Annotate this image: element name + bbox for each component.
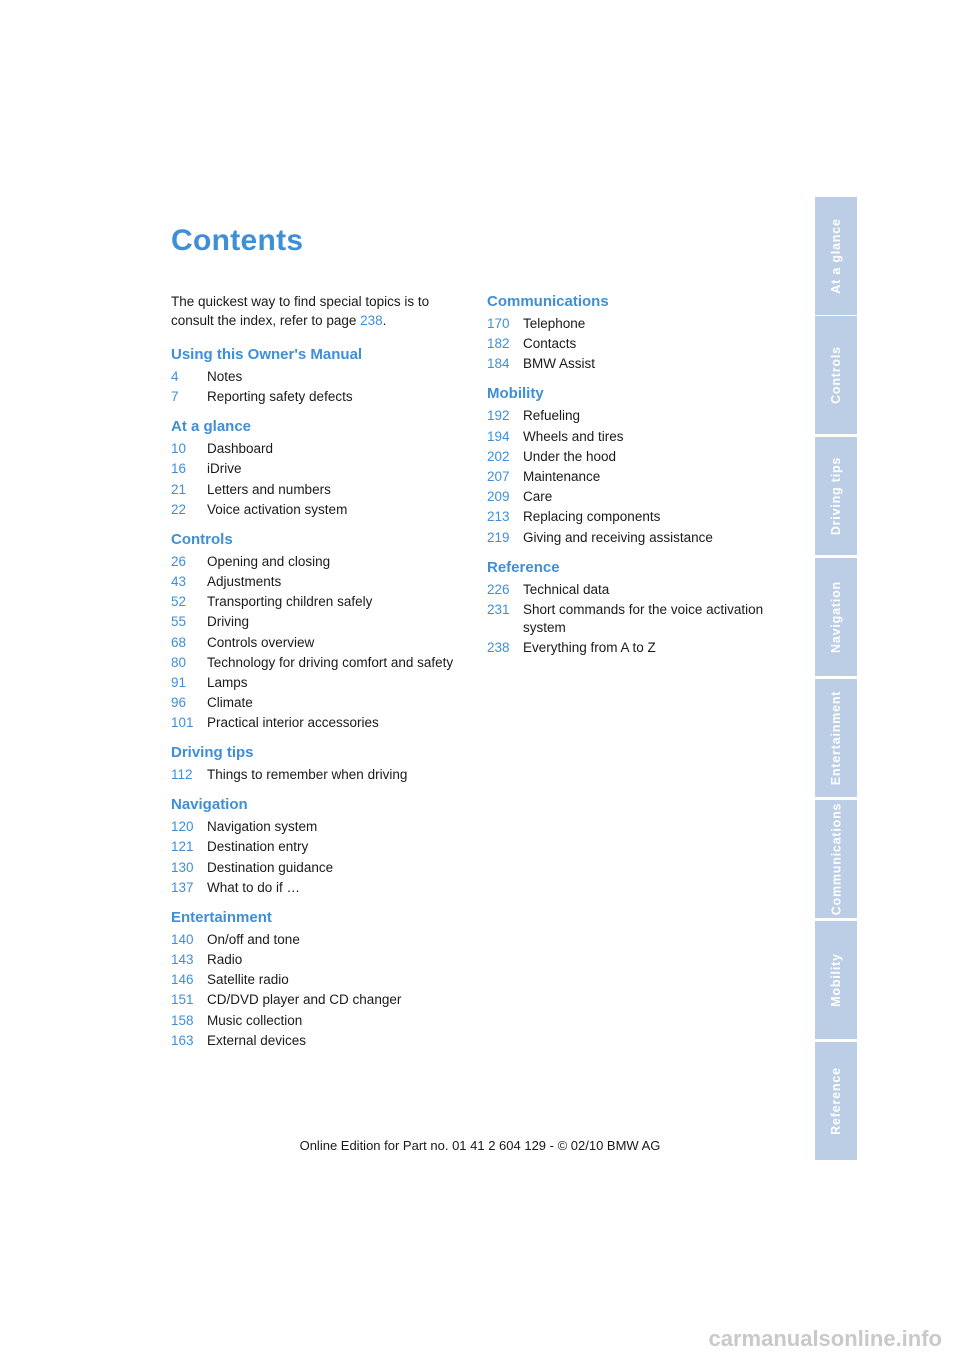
side-tab-label: At a glance: [829, 218, 843, 294]
side-tab[interactable]: [815, 558, 857, 676]
entry-label: Transporting children safely: [207, 594, 373, 610]
intro-end: .: [382, 313, 387, 328]
side-tabs: [815, 197, 857, 1160]
toc-entry[interactable]: [171, 573, 461, 591]
toc-entry[interactable]: [487, 448, 787, 466]
side-tab-label: Driving tips: [829, 456, 844, 536]
page-number-link[interactable]: 182: [487, 336, 510, 352]
entry-label: Wheels and tires: [523, 428, 624, 444]
toc-section: [487, 384, 787, 546]
entry-label: Controls overview: [207, 634, 315, 650]
toc-entry[interactable]: [171, 501, 461, 519]
page-number-link[interactable]: 194: [487, 428, 510, 444]
page-number-link[interactable]: 140: [171, 931, 194, 947]
toc-section: [171, 743, 461, 784]
toc-section: [171, 417, 461, 519]
toc-entry[interactable]: [171, 593, 461, 611]
entry-label: Driving: [207, 614, 250, 630]
entry-label: Reporting safety defects: [207, 389, 353, 405]
page-number-link[interactable]: 231: [487, 601, 510, 617]
toc-entry[interactable]: [171, 859, 461, 877]
section-title: Controls: [171, 530, 233, 548]
toc-entry[interactable]: [171, 368, 461, 386]
toc-entry[interactable]: [487, 428, 787, 446]
side-tab[interactable]: [815, 921, 857, 1039]
entry-label: Under the hood: [523, 448, 617, 464]
entry-label: External devices: [207, 1032, 307, 1048]
entry-label: Contacts: [523, 336, 577, 352]
intro-paragraph: [171, 292, 456, 330]
page-number-link[interactable]: 137: [171, 879, 194, 895]
toc-section: [487, 558, 787, 657]
side-tab[interactable]: [815, 679, 857, 797]
page-number-link[interactable]: 130: [171, 859, 194, 875]
entry-label: Refueling: [523, 408, 581, 424]
toc-entry[interactable]: [171, 460, 461, 478]
page-number-link[interactable]: 21: [171, 481, 187, 497]
entry-label: Voice activation system: [207, 501, 348, 517]
toc-entry[interactable]: [487, 335, 787, 353]
page-number-link[interactable]: 219: [487, 529, 510, 545]
page-number-link[interactable]: 43: [171, 573, 187, 589]
page-number-link[interactable]: 4: [171, 369, 179, 384]
page-number-link[interactable]: 192: [487, 408, 510, 424]
toc-entry[interactable]: [171, 634, 461, 652]
toc-section: [171, 795, 461, 897]
toc-entry[interactable]: [171, 931, 461, 949]
right-column: [487, 292, 787, 668]
side-tab-label: Mobility: [829, 953, 843, 1007]
toc-section: [171, 345, 461, 406]
section-title: Using this Owner's Manual: [171, 346, 363, 363]
intro-text: The quickest way to find special topics is to consult the index, refer to page: [171, 294, 430, 328]
page-number-link[interactable]: 112: [171, 767, 193, 783]
page-number-link[interactable]: 209: [487, 489, 510, 505]
entry-label: Practical interior accessories: [207, 715, 379, 731]
entry-label: Lamps: [207, 674, 248, 690]
side-tab-label: Entertainment: [829, 690, 844, 786]
page-number-link[interactable]: 121: [171, 839, 194, 855]
toc-entry[interactable]: [487, 315, 787, 333]
page-title: Contents: [171, 224, 304, 257]
side-tab[interactable]: [815, 316, 857, 434]
left-column: [171, 345, 461, 1061]
toc-entry[interactable]: [487, 639, 787, 657]
page-number-link[interactable]: 7: [171, 389, 179, 405]
toc-entry[interactable]: [487, 581, 787, 599]
page-number-link[interactable]: 26: [171, 553, 187, 569]
toc-entry[interactable]: [171, 440, 461, 458]
toc-entry[interactable]: [171, 553, 461, 571]
toc-entry[interactable]: [171, 818, 461, 836]
entry-label: Giving and receiving assistance: [523, 529, 713, 545]
page-number-link[interactable]: 68: [171, 634, 187, 650]
toc-entry[interactable]: [171, 694, 461, 712]
section-title: At a glance: [171, 418, 252, 436]
toc-entry[interactable]: [171, 674, 461, 692]
toc-entry[interactable]: [171, 971, 461, 989]
toc-entry[interactable]: [171, 1012, 461, 1030]
entry-label: Maintenance: [523, 468, 601, 484]
watermark: carmanualsonline.info: [708, 1326, 942, 1351]
section-title: Navigation: [171, 796, 248, 814]
page-number-link[interactable]: 22: [171, 501, 187, 517]
toc-entry[interactable]: [171, 879, 461, 897]
entry-label: CD/DVD player and CD changer: [207, 992, 402, 1008]
entry-label: Music collection: [207, 1012, 303, 1028]
page-number-link[interactable]: 55: [171, 614, 187, 630]
section-title: Entertainment: [171, 908, 272, 926]
entry-label: Climate: [207, 695, 253, 711]
entry-label: Dashboard: [207, 441, 274, 457]
entry-label: Care: [523, 489, 553, 505]
toc-entry[interactable]: [487, 601, 787, 637]
page-number-link[interactable]: 96: [171, 695, 187, 711]
side-tab[interactable]: [815, 197, 857, 315]
footer-text: Online Edition for Part no. 01 41 2 604 129 - © 02/10 BMW AG: [299, 1138, 661, 1153]
entry-label: On/off and tone: [207, 931, 300, 947]
entry-label: Navigation system: [207, 819, 318, 835]
entry-label: Destination entry: [207, 839, 309, 855]
side-tab[interactable]: [815, 800, 857, 918]
side-tab-label: Communications: [829, 802, 844, 916]
entry-label: Telephone: [523, 316, 586, 331]
page-number-link[interactable]: 163: [171, 1032, 194, 1048]
page-number-link[interactable]: 91: [171, 674, 187, 690]
page-number-link[interactable]: 207: [487, 468, 510, 484]
entry-label: Notes: [207, 369, 243, 384]
page-number-link[interactable]: 213: [487, 509, 510, 525]
page-number-link[interactable]: 10: [171, 441, 187, 457]
toc-entry[interactable]: [487, 488, 787, 506]
entry-label: Radio: [207, 952, 243, 967]
entry-label: Destination guidance: [207, 859, 334, 875]
toc-section: [171, 908, 461, 1050]
toc-entry[interactable]: [171, 951, 461, 969]
page-number-link[interactable]: 226: [487, 581, 510, 597]
section-title: Mobility: [487, 385, 544, 403]
entry-label: Everything from A to Z: [523, 639, 656, 655]
entry-label: Satellite radio: [207, 972, 289, 988]
toc-entry[interactable]: [171, 991, 461, 1009]
toc-entry[interactable]: [487, 407, 787, 425]
toc-entry[interactable]: [171, 388, 461, 406]
toc-entry[interactable]: [487, 508, 787, 526]
side-tab[interactable]: [815, 437, 857, 555]
toc-section: [171, 530, 461, 733]
page-number-link[interactable]: 151: [171, 992, 194, 1008]
toc-entry[interactable]: [171, 481, 461, 499]
entry-label: Letters and numbers: [207, 481, 331, 497]
toc-entry[interactable]: [487, 355, 787, 373]
toc-entry[interactable]: [171, 654, 461, 672]
entry-label: Opening and closing: [207, 553, 331, 569]
entry-label: BMW Assist: [523, 356, 596, 372]
page-number-link[interactable]: 52: [171, 594, 187, 610]
toc-entry[interactable]: [487, 529, 787, 547]
side-tab-label: Reference: [829, 1067, 843, 1135]
entry-label: Technology for driving comfort and safety: [207, 654, 454, 670]
entry-label: iDrive: [207, 461, 242, 477]
page-number-link[interactable]: 120: [171, 819, 194, 835]
side-tab-label: Navigation: [829, 581, 843, 653]
toc-entry[interactable]: [171, 766, 461, 784]
toc-entry[interactable]: [171, 1032, 461, 1050]
entry-label: Replacing components: [523, 509, 661, 525]
page-number-link[interactable]: 101: [171, 715, 194, 731]
page-number-link[interactable]: 238: [487, 639, 510, 655]
page-number-link[interactable]: 170: [487, 316, 510, 331]
toc-entry[interactable]: [171, 838, 461, 856]
toc-entry[interactable]: [487, 468, 787, 486]
toc-entry[interactable]: [171, 613, 461, 631]
page-number-link[interactable]: 202: [487, 448, 510, 464]
toc-section: [487, 292, 787, 373]
section-title: Driving tips: [171, 744, 254, 762]
page-number-link[interactable]: 143: [171, 952, 194, 967]
section-title: Communications: [487, 293, 609, 310]
page-number-link[interactable]: 146: [171, 972, 194, 988]
toc-entry[interactable]: [171, 714, 461, 732]
section-title: Reference: [487, 558, 560, 576]
entry-label: Adjustments: [207, 573, 282, 589]
page-number-link[interactable]: 80: [171, 654, 187, 670]
entry-label: Things to remember when driving: [207, 767, 408, 783]
page-number-link[interactable]: 16: [171, 461, 187, 477]
page-number-link[interactable]: 158: [171, 1012, 194, 1028]
page-number-link[interactable]: 184: [487, 356, 510, 372]
side-tab-label: Controls: [829, 346, 844, 404]
index-page-link[interactable]: 238: [360, 313, 383, 328]
entry-label: Short commands for the voice activation system: [523, 601, 764, 635]
entry-label: What to do if …: [207, 879, 301, 895]
entry-label: Technical data: [523, 581, 610, 597]
